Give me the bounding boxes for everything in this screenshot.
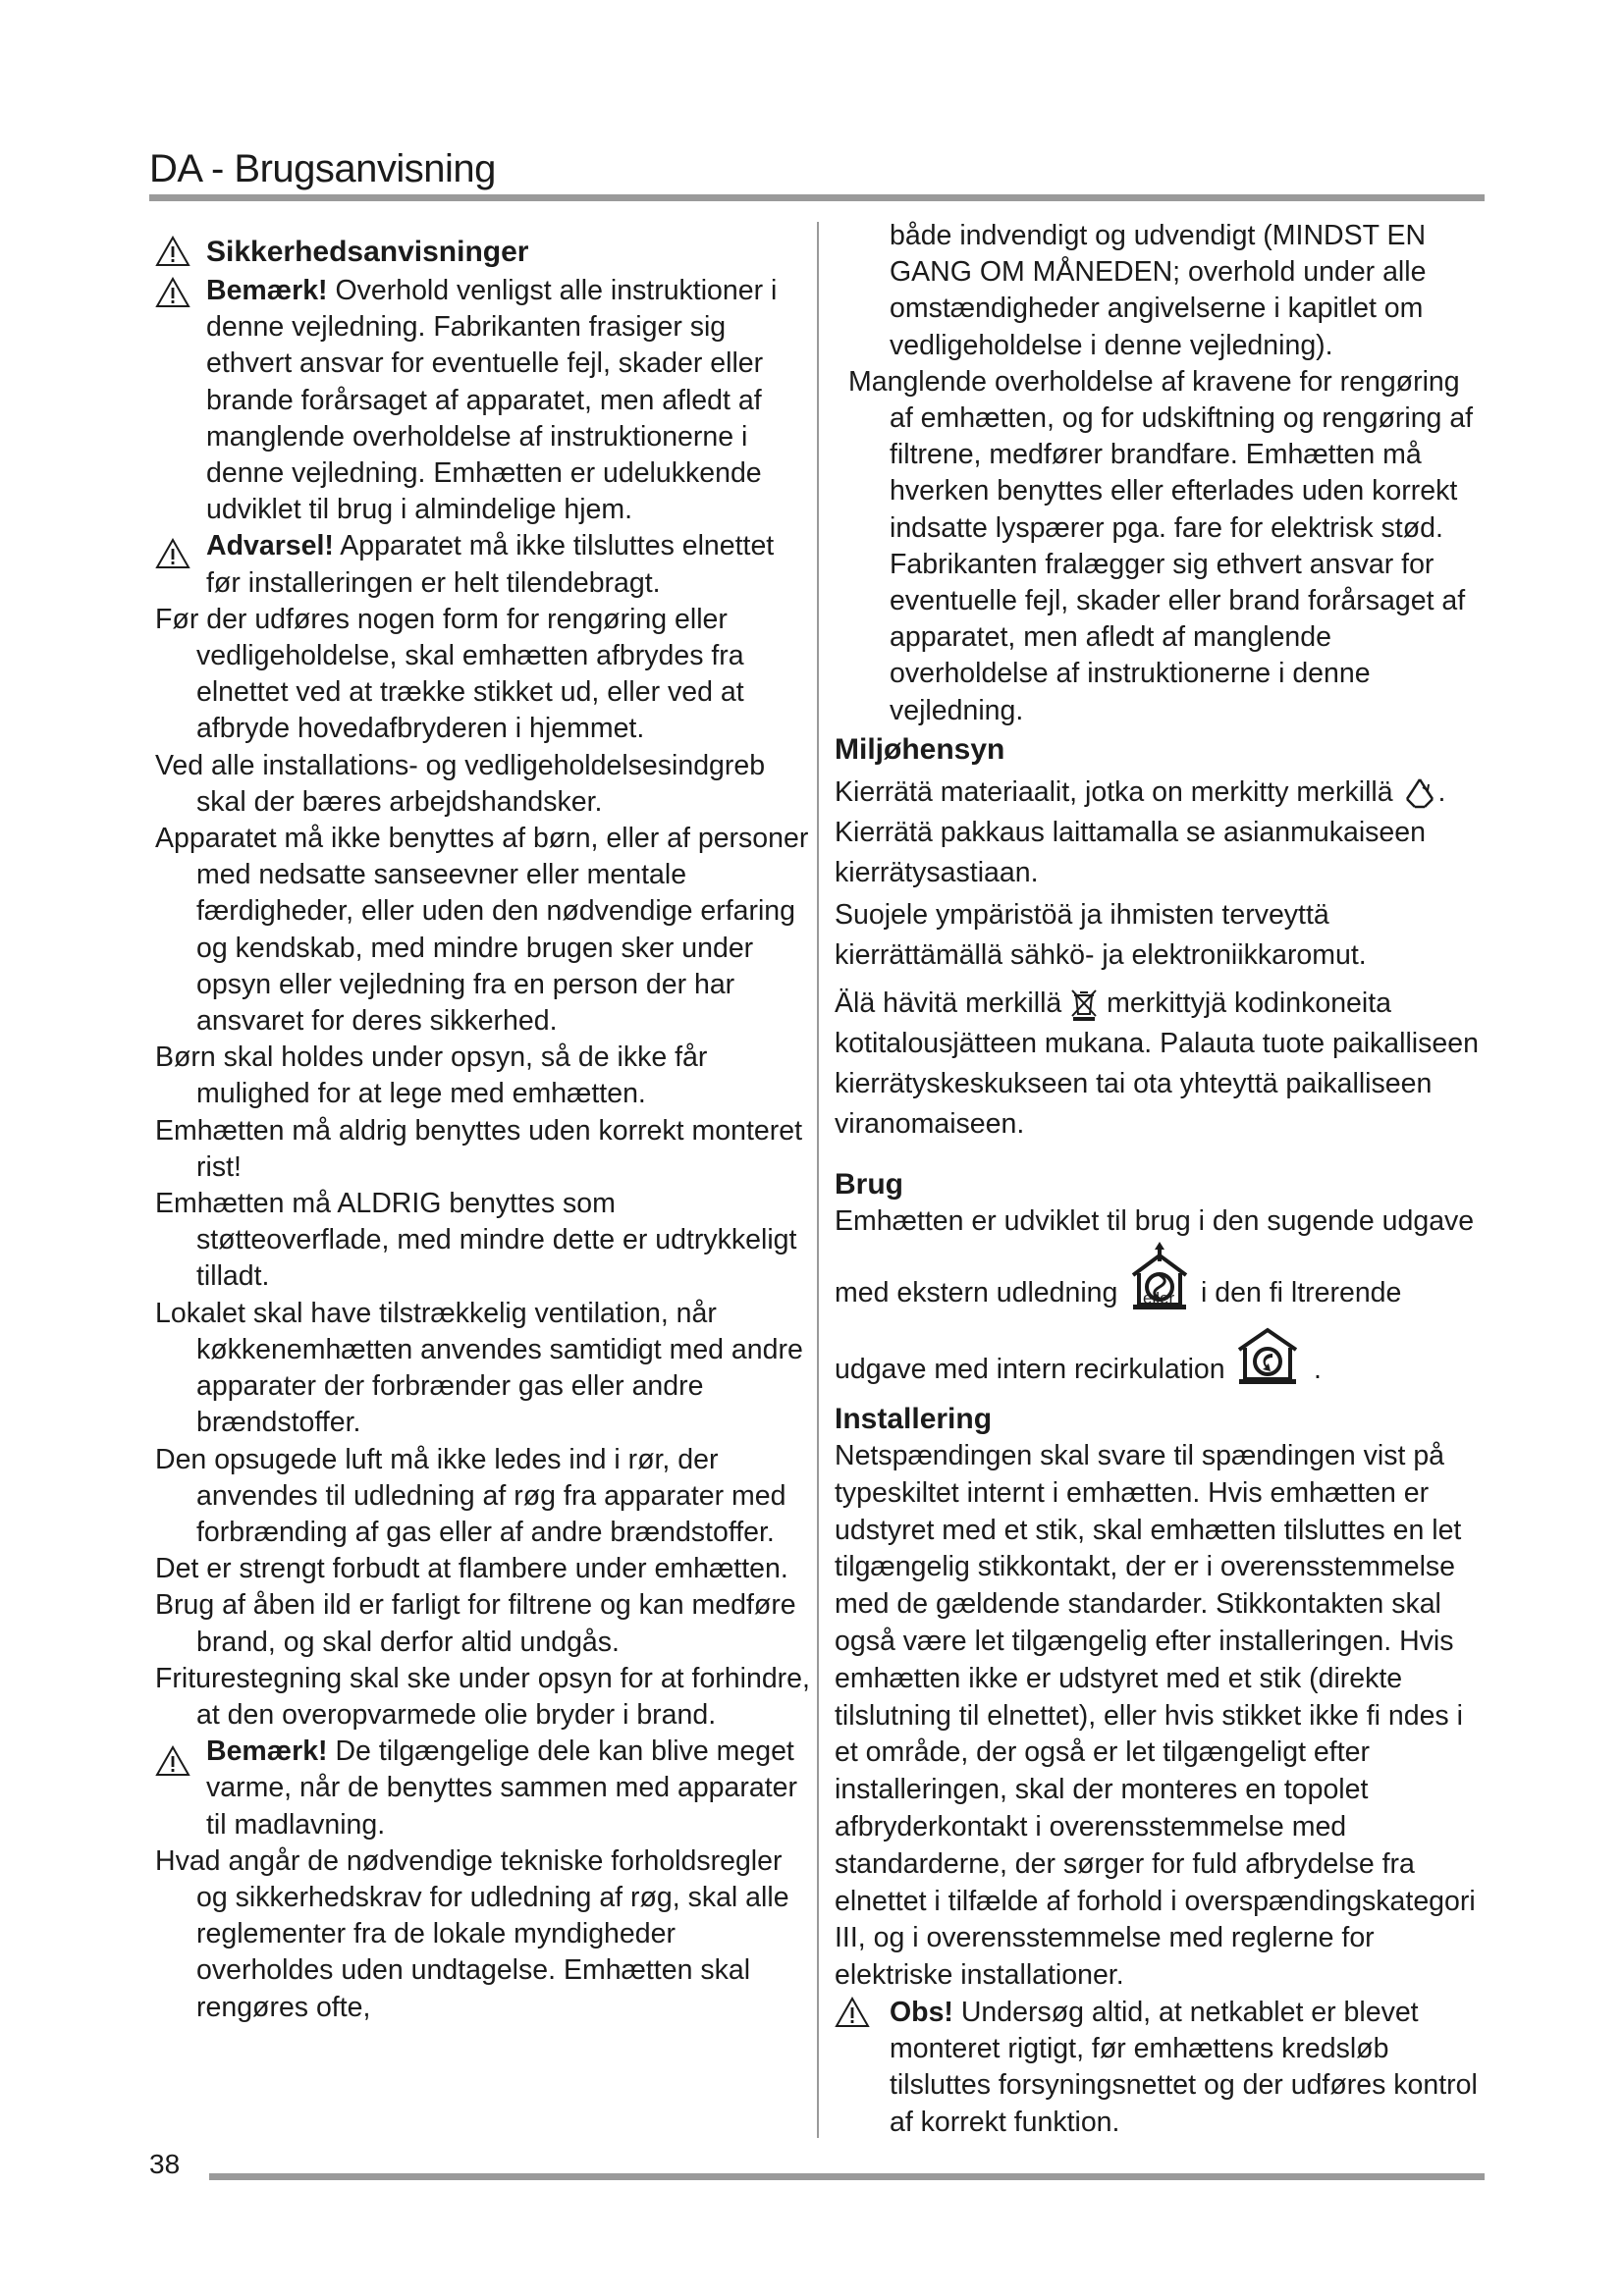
obs-body: Undersøg altid, at netkablet er blevet monteret rigtigt, før emhættens kredsløb tilsluttes forsyningsnettet og der udføres kontrol af korrekt funktion. xyxy=(890,1997,1478,2138)
recycle-icon xyxy=(1401,775,1438,811)
environment-paragraph-3 xyxy=(835,984,1487,1145)
note-text-2 xyxy=(206,1734,811,1843)
safety-item-11: Friturestegning skal ske under opsyn for at forhindre, at den overopvarmede olie bryder i brand. xyxy=(155,1662,810,1731)
safety-item-7: Lokalet skal have tilstrækkelig ventilation, når køkkenemhætten anvendes samtidigt med andre apparater der forbrænder gas eller andre brændstoffer. xyxy=(155,1297,803,1439)
environment-paragraph-1 xyxy=(835,773,1487,893)
use-text: med ekstern udledning xyxy=(835,1277,1118,1309)
safety-item-6: Emhætten må ALDRIG benyttes som støtteoverflade, med mindre dette er udtrykkeligt tilladt. xyxy=(155,1188,797,1293)
safety-item-1: Før der udføres nogen form for rengøring eller vedligeholdelse, skal emhætten afbrydes fra elnettet ved at trække stikket ud, eller ved at afbryde hovedafbryderen i hjemmet. xyxy=(155,603,744,745)
note-block-1 xyxy=(155,273,811,528)
icon-overlay-text: eller xyxy=(1143,1289,1175,1308)
safety-item-4: Børn skal holdes under opsyn, så de ikke får mulighed for at lege med emhætten. xyxy=(155,1041,708,1110)
header-rule xyxy=(149,194,1485,201)
environment-heading: Miljøhensyn xyxy=(835,732,1005,766)
safety-heading-block xyxy=(155,234,811,271)
note-block-2 xyxy=(155,1734,811,1843)
note-label: Bemærk! xyxy=(206,1735,328,1768)
column-divider xyxy=(817,222,819,2138)
install-text: Netspændingen skal svare til spændingen vist på typeskiltet internt i emhætten. Hvis emhætten er udstyret med et stik, skal emhætten tilsluttes en let tilgængelig stikkontakt, der er i overensstemmelse med de gældende standarder. Stikkontakten skal også være let tilgængelig efter installeringen. Hvis emhætten ikke er udstyret med et stik (direkte tilslutning til elnettet), eller hvis stikket ikke fi ndes i et område, der også er let tilgængeligt efter installeringen, skal der monteres en topolet afbryderkontakt i overensstemmelse med standarderne, der sørger for fuld afbrydelse fra elnettet i tilfælde af forhold i overspændingskategori III, og i overensstemmelse med reglerne for elektriske installationer. xyxy=(835,1440,1476,1992)
safety-item-9: Det er strengt forbudt at flambere under emhætten. xyxy=(155,1553,788,1585)
footer-rule xyxy=(209,2173,1485,2180)
warning-label: Advarsel! xyxy=(206,530,334,562)
use-line-2 xyxy=(835,1240,1487,1316)
maintenance-item: Manglende overholdelse af kravene for rengøring af emhætten, og for udskiftning og rengøring af filtrene, medfører brandfare. Emhætten må hverken benyttes eller efterlades uden korrekt indsatte lyspærer pga. fare for elektrisk stød. Fabrikanten fralægger sig ethvert ansvar for eventuelle fejl, skader eller brand forårsaget af apparatet, men afledt af manglende overholdelse af instruktionerne i denne vejledning. xyxy=(848,365,1474,726)
safety-item-5: Emhætten må aldrig benyttes uden korrekt monteret rist! xyxy=(155,1114,802,1183)
use-line-1: Emhætten er udviklet til brug i den sugende udgave xyxy=(835,1204,1475,1237)
cleaning-continuation: både indvendigt og udvendigt (MINDST EN GANG OM MÅNEDEN; overhold under alle omstændigheder angivelserne i kapitlet om vedligeholdelse i denne vejledning). xyxy=(890,220,1427,361)
warning-text-1 xyxy=(206,528,811,601)
note-label: Bemærk! xyxy=(206,275,328,306)
page-number: 38 xyxy=(149,2149,181,2179)
safety-heading: Sikkerhedsanvisninger xyxy=(206,236,529,268)
page-title: DA - Brugsanvisning xyxy=(149,147,496,190)
right-column xyxy=(835,218,1487,2141)
warning-body: Apparatet må ikke tilsluttes elnettet før installeringen er helt tilendebragt. xyxy=(206,530,775,599)
warning-block-1 xyxy=(155,528,811,601)
env-text: Älä hävitä merkillä xyxy=(835,987,1070,1019)
warning-icon xyxy=(155,538,190,569)
safety-item-12: Hvad angår de nødvendige tekniske forholdsregler og sikkerhedskrav for udledning af røg, skal alle reglementer fra de lokale myndigheder overholdes uden undtagelse. Emhætten skal rengøres ofte, xyxy=(155,1844,789,2023)
env-text: . xyxy=(1437,775,1446,808)
env-text: Kierrätä pakkaus laittamalla se asianmukaiseen kierrätysastiaan. xyxy=(835,816,1426,888)
safety-item-2: Ved alle installations- og vedligeholdelsesindgreb skal der bæres arbejdshandsker. xyxy=(155,749,766,818)
warning-icon xyxy=(155,236,190,267)
use-heading: Brug xyxy=(835,1167,903,1201)
warning-icon xyxy=(155,277,190,308)
use-text: i den fi ltrerende xyxy=(1201,1277,1402,1309)
install-heading: Installering xyxy=(835,1403,993,1436)
safety-item-8: Den opsugede luft må ikke ledes ind i rør, der anvendes til udledning af røg fra apparater med forbrænding af gas eller af andre brændstoffer. xyxy=(155,1443,786,1548)
obs-block xyxy=(835,1995,1487,2141)
note-body: De tilgængelige dele kan blive meget varme, når de benyttes sammen med apparater til madlavning. xyxy=(206,1735,797,1841)
obs-label: Obs! xyxy=(890,1997,953,2028)
use-text: . xyxy=(1314,1354,1322,1386)
safety-item-10: Brug af åben ild er farligt for filtrene og kan medføre brand, og skal derfor altid undgås. xyxy=(155,1589,796,1658)
note-text-1 xyxy=(206,273,811,528)
obs-text xyxy=(890,1995,1487,2141)
environment-paragraph-2: Suojele ympäristöä ja ihmisten terveyttä kierrättämällä sähkö- ja elektroniikkaromut. xyxy=(835,898,1367,971)
safety-item-3: Apparatet må ikke benyttes af børn, eller af personer med nedsatte sanseevner eller mentale færdigheder, eller uden den nødvendige erfaring og kendskab, med mindre brugen sker under opsyn eller vejledning fra en person der har ansvaret for deres sikkerhed. xyxy=(155,823,809,1038)
env-text: Kierrätä materiaalit, jotka on merkitty merkillä xyxy=(835,775,1401,808)
warning-icon xyxy=(155,1745,190,1777)
note-body: Overhold venligst alle instruktioner i denne vejledning. Fabrikanten frasiger sig ethvert ansvar for eventuelle fejl, skader eller brande forårsaget af apparatet, men afledt af manglende overholdelse af instruktionerne i denne vejledning. Emhætten er udelukkende udviklet til brug i almindelige hjem. xyxy=(206,275,778,526)
env-text: merkittyjä kodinkoneita kotitalousjätteen mukana. Palauta tuote paikalliseen kierrätyskeskukseen tai ota yhteyttä paikalliseen viranomaiseen. xyxy=(835,987,1479,1140)
warning-icon xyxy=(835,1997,870,2028)
use-text: udgave med intern recirkulation xyxy=(835,1354,1225,1386)
use-line-3 xyxy=(835,1316,1487,1391)
left-column xyxy=(155,234,811,2026)
recirculation-mode-icon xyxy=(1233,1324,1302,1387)
crossed-bin-icon xyxy=(1069,987,1099,1022)
